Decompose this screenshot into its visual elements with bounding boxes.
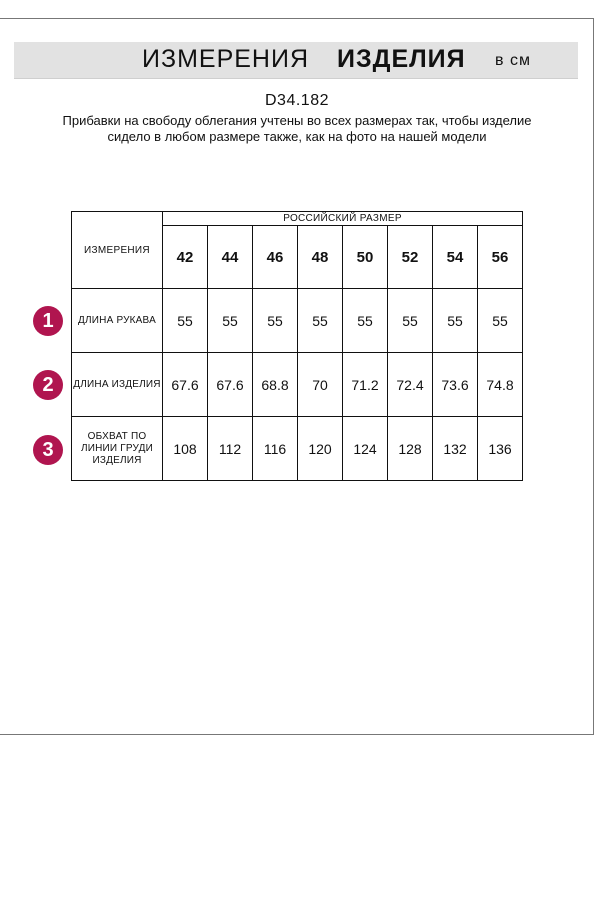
- table-cell: 128: [388, 417, 433, 481]
- table-cell: 73.6: [433, 353, 478, 417]
- measure-column-header: ИЗМЕРЕНИЯ: [72, 212, 163, 289]
- header-title-measurements: ИЗМЕРЕНИЯ: [142, 45, 309, 73]
- table-cell: 67.6: [208, 353, 253, 417]
- header-title-product: ИЗДЕЛИЯ: [337, 45, 466, 73]
- size-table: [71, 211, 523, 481]
- size-header: 50: [343, 226, 388, 289]
- size-header: 42: [163, 226, 208, 289]
- table-cell: 55: [298, 289, 343, 353]
- size-system-header: РОССИЙСКИЙ РАЗМЕР: [163, 212, 523, 226]
- table-cell: 55: [343, 289, 388, 353]
- table-cell: 55: [163, 289, 208, 353]
- size-header: 54: [433, 226, 478, 289]
- table-cell: 70: [298, 353, 343, 417]
- table-cell: 55: [388, 289, 433, 353]
- row-label-sleeve-length: ДЛИНА РУКАВА: [72, 289, 163, 353]
- row-label-product-length: ДЛИНА ИЗДЕЛИЯ: [72, 353, 163, 417]
- table-cell: 55: [208, 289, 253, 353]
- fit-note: Прибавки на свободу облегания учтены во всех размерах так, чтобы изделие сидело в любом размере также, как на фото на нашей модели: [62, 113, 532, 144]
- table-cell: 55: [433, 289, 478, 353]
- row-label-chest-girth: ОБХВАТ ПО ЛИНИИ ГРУДИ ИЗДЕЛИЯ: [72, 417, 163, 481]
- table-cell: 68.8: [253, 353, 298, 417]
- table-cell: 108: [163, 417, 208, 481]
- article-number: D34.182: [265, 92, 329, 109]
- table-cell: 55: [253, 289, 298, 353]
- table-cell: 124: [343, 417, 388, 481]
- table-row: [72, 289, 523, 353]
- table-cell: 112: [208, 417, 253, 481]
- table-cell: 74.8: [478, 353, 523, 417]
- table-row: [72, 417, 523, 481]
- table-cell: 136: [478, 417, 523, 481]
- table-cell: 116: [253, 417, 298, 481]
- row-badge-1: 1: [33, 306, 63, 336]
- table-cell: 67.6: [163, 353, 208, 417]
- header-bar: [14, 42, 578, 79]
- table-cell: 71.2: [343, 353, 388, 417]
- table-cell: 120: [298, 417, 343, 481]
- size-header: 44: [208, 226, 253, 289]
- row-badge-2: 2: [33, 370, 63, 400]
- size-header: 46: [253, 226, 298, 289]
- table-cell: 132: [433, 417, 478, 481]
- row-badge-3: 3: [33, 435, 63, 465]
- size-header: 52: [388, 226, 433, 289]
- table-cell: 72.4: [388, 353, 433, 417]
- table-row: [72, 353, 523, 417]
- size-header: 48: [298, 226, 343, 289]
- header-unit: в см: [495, 52, 531, 69]
- size-header: 56: [478, 226, 523, 289]
- table-cell: 55: [478, 289, 523, 353]
